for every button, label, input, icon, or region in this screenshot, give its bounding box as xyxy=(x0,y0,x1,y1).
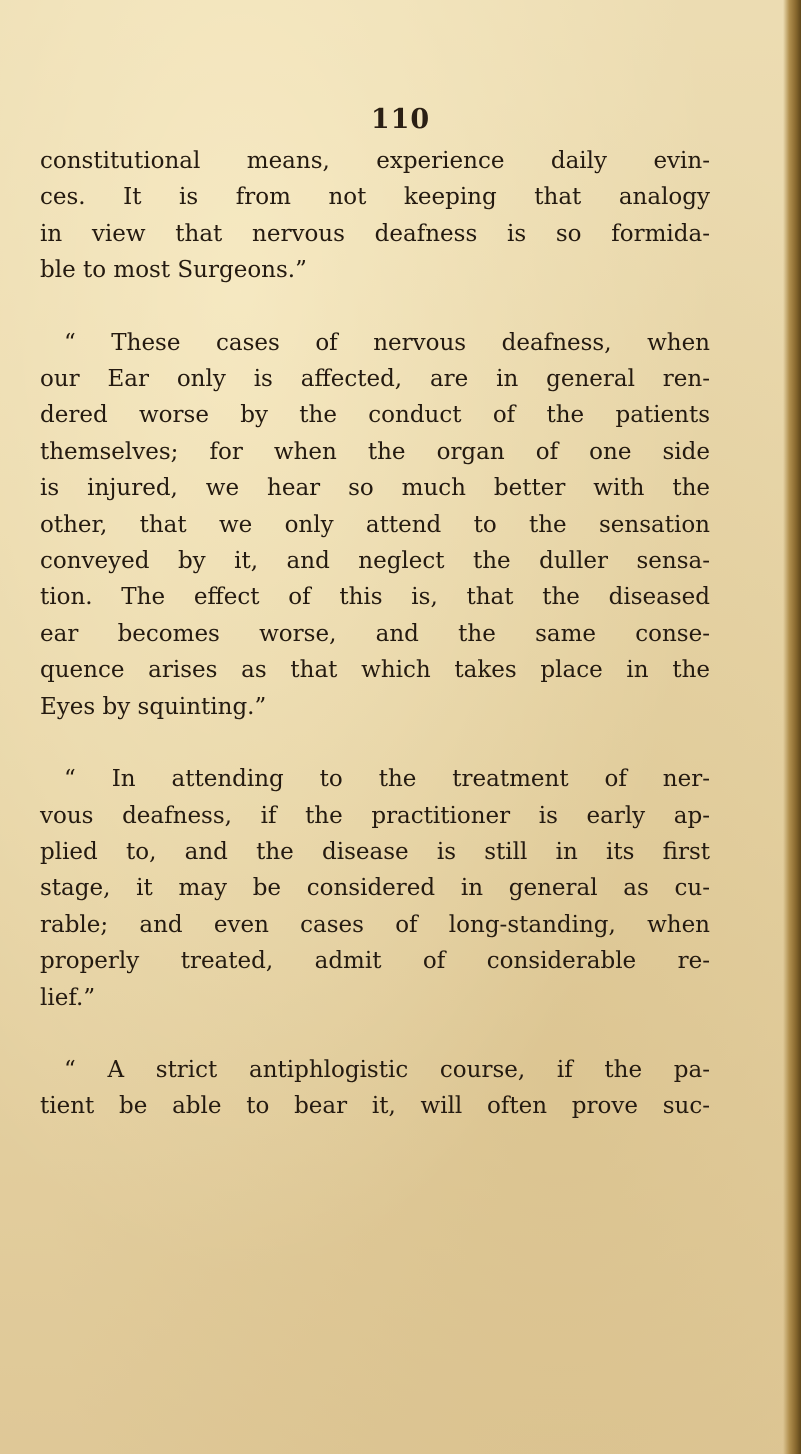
text-line: our Ear only is affected, are in general ren- xyxy=(40,366,710,393)
paragraph xyxy=(40,325,710,725)
paragraph xyxy=(40,761,710,1016)
text-line: stage, it may be considered in general as cu- xyxy=(40,875,710,902)
text-line: rable; and even cases of long-standing, when xyxy=(40,911,710,938)
text-line: ble to most Surgeons.” xyxy=(40,257,307,284)
text-line: properly treated, admit of considerable re- xyxy=(40,948,710,975)
text-line: plied to, and the disease is still in its first xyxy=(40,838,710,865)
text-line: vous deafness, if the practitioner is early ap- xyxy=(40,802,710,829)
body-text xyxy=(40,143,710,1161)
text-line: is injured, we hear so much better with the xyxy=(40,475,710,502)
text-line: lief.” xyxy=(40,984,96,1011)
text-line: “ A strict antiphlogistic course, if the pa- xyxy=(64,1056,710,1083)
text-line: conveyed by it, and neglect the duller sensa- xyxy=(40,548,710,575)
text-line: dered worse by the conduct of the patients xyxy=(40,402,710,429)
text-line: tion. The effect of this is, that the diseased xyxy=(40,584,710,611)
text-line: Eyes by squinting.” xyxy=(40,693,267,720)
text-line: other, that we only attend to the sensation xyxy=(40,511,710,538)
text-line: tient be able to bear it, will often prove suc- xyxy=(40,1093,710,1120)
page-edge-shadow xyxy=(783,0,801,1454)
paragraph xyxy=(40,143,710,289)
page-number: 110 xyxy=(370,104,431,135)
text-line: themselves; for when the organ of one side xyxy=(40,438,710,465)
text-line: ces. It is from not keeping that analogy xyxy=(40,184,710,211)
text-line: quence arises as that which takes place in the xyxy=(40,657,710,684)
paragraph xyxy=(40,1052,710,1125)
text-line: in view that nervous deafness is so formida- xyxy=(40,220,710,247)
text-line: “ In attending to the treatment of ner- xyxy=(64,766,710,793)
text-line: constitutional means, experience daily evin- xyxy=(40,148,710,174)
text-line: ear becomes worse, and the same conse- xyxy=(40,620,710,647)
text-line: “ These cases of nervous deafness, when xyxy=(64,329,710,356)
